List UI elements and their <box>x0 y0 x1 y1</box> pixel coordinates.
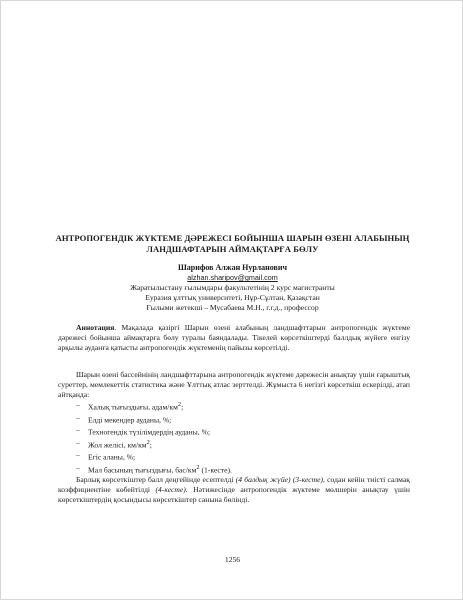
abstract <box>58 323 410 353</box>
abstract-text: . Мақалада қазіргі Шарын өзені алабының ландшафттарын антропогендік жүктеме дәрежесі бойынша аймақтарға бөлу туралы баяндалады. Тікелей көрсеткіштерді баллдық жүйеге енгізу арқылы ауданға қатысты антропогендік жүктеменің пайызы көрсетілді. <box>58 323 410 352</box>
body-text <box>58 370 410 505</box>
list-item: – Мал басының тығыздығы, бас/$км^2$ (1-кесте). <box>76 462 232 475</box>
list-item: – Техногендік түзілімдердің ауданы, %; <box>76 425 211 437</box>
abstract-label: Аннотация <box>76 323 115 332</box>
title-line-1: АНТРОПОГЕНДІК ЖҮКТЕМЕ ДӘРЕЖЕСІ БОЙЫНША ШАРЫН ӨЗЕНІ АЛАБЫНЫҢ <box>55 233 410 243</box>
indicator-list <box>58 400 410 475</box>
author-supervisor: Ғылыми жетекші – Мусабаева М.Н., г.г.д., профессор <box>146 303 319 312</box>
author-block <box>41 263 424 313</box>
list-item: – Егіс аланы, %; <box>76 450 136 462</box>
paragraph-2: Барлық көрсеткіштер балл деңгейінде есептелді (4 балдық жүйе) (3-кесте), содан кейін тиісті салмақ коэффициентіне көбейтілді (4-кесте). Нәтижесінде антропогендік жүктеме мөлшерін анықтау үшін көрсеткіштердің қосындысы көрсеткіштер санына бөлінді. <box>58 475 410 505</box>
author-name: Шарифов Алжан Нурланович <box>178 263 287 272</box>
list-item: – Жол желісі, $км/км^2$; <box>76 437 152 450</box>
title-line-2: ЛАНДШАФТАРЫН АЙМАҚТАРҒА БӨЛУ <box>146 244 319 254</box>
author-affiliation-1: Жаратылыстану ғылымдары факультетінің 2 курс магистранты <box>130 283 335 292</box>
author-affiliation-2: Еуразия ұлттық университеті, Нұр-Сұлтан, Қазақстан <box>145 293 320 302</box>
page-number: 1256 <box>224 555 241 564</box>
paper-title <box>41 233 424 255</box>
list-item: – Халық тығыздығы, адам/$км^2$; <box>76 400 184 412</box>
paragraph-1: Шарын өзені бассейнінің ландшафттарына антропогендік жүктеме дәрежесін анықтау үшін ғарыштық суреттер, мемлекеттік статистика және Ұлттық атлас зерттелді. Жұмыста 6 негізгі көрсеткіш ескерілді, атап айтқанда: <box>58 370 410 399</box>
author-email-link[interactable]: alzhan.sharipov@gmail.com <box>187 273 278 282</box>
list-item: – Елді мекендер ауданы, %; <box>76 412 172 425</box>
